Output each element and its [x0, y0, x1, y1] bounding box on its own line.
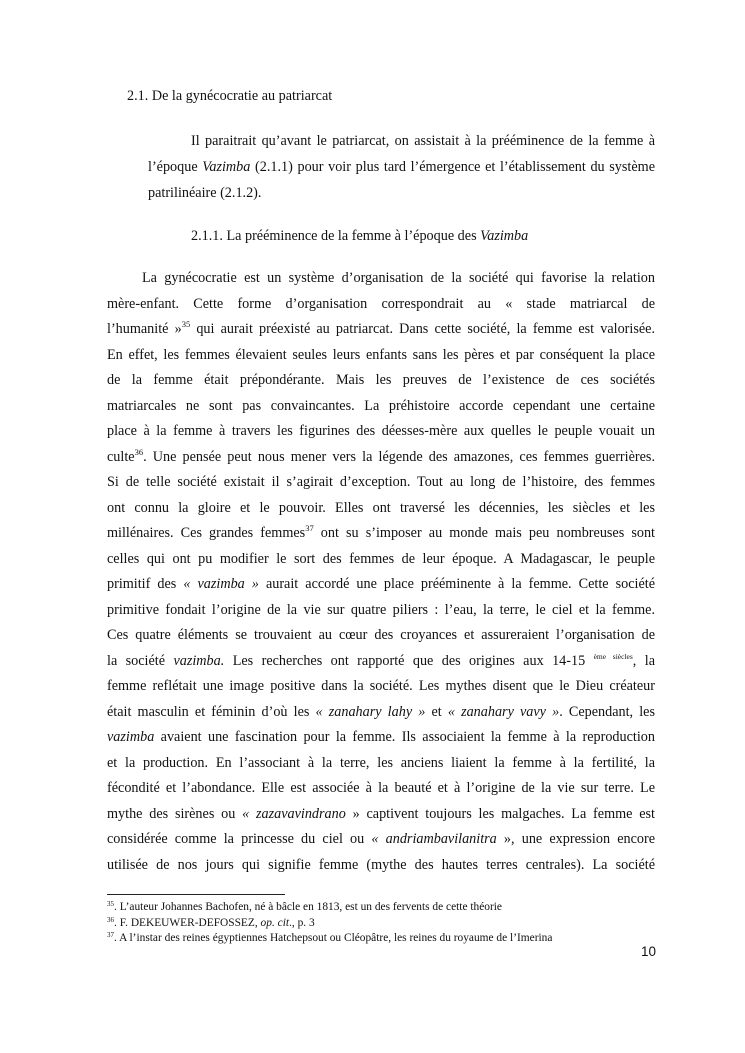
- footnote-marker: 36: [107, 915, 114, 924]
- footnotes: [107, 900, 552, 947]
- footnote-ref-37[interactable]: 37: [305, 523, 314, 533]
- body-line: [107, 266, 655, 292]
- footnote-text: ., p. 3: [289, 916, 315, 929]
- text: celles qui ont pu modifier le sort des femmes de leur époque. A Madagascar, le peuple: [107, 550, 655, 567]
- footnote-separator: [107, 894, 285, 895]
- text: culte: [107, 448, 135, 465]
- footnote-italic: op. cit: [260, 916, 290, 929]
- text: La gynécocratie est un système d’organisation de la société qui favorise la relation: [142, 270, 655, 286]
- footnote-text: . L’auteur Johannes Bachofen, né à bâcle en 1813, est un des fervents de cette théorie: [114, 901, 502, 913]
- text: mère-enfant. Cette forme d’organisation correspondrait au « stade matriarcal de: [107, 295, 655, 312]
- body-line: [107, 368, 655, 394]
- text: , la: [632, 652, 655, 669]
- italic-term: vazimba: [107, 729, 155, 745]
- body-line: [107, 827, 655, 853]
- intro-italic: Vazimba: [202, 159, 251, 175]
- italic-term: « vazimba »: [183, 576, 259, 592]
- italic-term: vazimba.: [173, 652, 225, 669]
- footnote-marker: 37: [107, 931, 114, 939]
- subsection-heading-italic: Vazimba: [480, 228, 529, 244]
- text: . Cependant, les: [559, 703, 655, 720]
- subsection-heading-text: 2.1.1. La prééminence de la femme à l’époque des: [191, 228, 481, 244]
- footnote-36: [107, 916, 552, 932]
- text: primitive fondait l’origine de la vie sur quatre piliers : l’eau, la terre, le ciel et la femme.: [107, 601, 655, 618]
- text: fécondité et l’abondance. Elle est associée à la beauté et à l’origine de la vie sur terre. Le: [107, 780, 655, 796]
- text: place à la femme à travers les figurines des déesses-mère aux quelles le peuple vouait un: [107, 423, 655, 439]
- body-paragraph: [107, 266, 655, 878]
- text: et la production. En l’associant à la terre, les anciens liaient la femme à la fertilité, la: [107, 754, 655, 771]
- text: et: [425, 703, 448, 720]
- text: la société: [107, 652, 174, 669]
- text: » captivent toujours les malgaches. La femme est: [345, 805, 655, 822]
- text: Les recherches ont rapporté que des origines aux 14-15: [224, 652, 594, 669]
- text: Ces quatre éléments se trouvaient au cœur des croyances et assureraient l’organisation de: [107, 627, 655, 643]
- superscript-siecles: ème siècles: [593, 651, 633, 661]
- text: utilisée de nos jours qui signifie femme (mythe des hautes terres centrales). La société: [107, 856, 655, 873]
- text: mythe des sirènes ou: [107, 805, 243, 822]
- text: Si de telle société existait il s’agirait d’exception. Tout au long de l’histoire, des femmes: [107, 474, 655, 490]
- text: qui aurait préexisté au patriarcat. Dans cette société, la femme est valorisée.: [190, 321, 656, 337]
- body-line: [107, 751, 655, 777]
- footnote-text: . F. DEKEUWER-DEFOSSEZ,: [114, 916, 261, 929]
- footnote-marker: 35: [107, 900, 114, 908]
- body-line: [107, 547, 655, 573]
- body-line: [107, 649, 655, 675]
- intro-paragraph: [148, 128, 655, 206]
- section-heading: 2.1. De la gynécocratie au patriarcat: [127, 88, 333, 104]
- text: En effet, les femmes élevaient seules leurs enfants sans les pères et par conséquent la place: [107, 346, 655, 363]
- body-line: [107, 700, 655, 726]
- body-line: [107, 394, 655, 420]
- body-line: [107, 853, 655, 879]
- body-line: [107, 496, 655, 522]
- italic-term: « zanahary lahy »: [315, 703, 426, 720]
- text: . Une pensée peut nous mener vers la légende des amazones, ces femmes guerrières.: [143, 448, 655, 465]
- body-line: [107, 470, 655, 496]
- italic-term: « andriambavilanitra: [371, 831, 497, 847]
- intro-text-2: (2.1.1) pour voir plus tard l’émergence et l’établissement du système patrilinéaire (2.1.2).: [148, 159, 655, 201]
- intro-text-1: Il paraitrait qu’avant le patriarcat, on assistait à la prééminence de la femme à l’époque: [148, 133, 655, 175]
- footnote-text: . A l’instar des reines égyptiennes Hatchepsout ou Cléopâtre, les reines du royaume de l’Imerina: [114, 932, 553, 944]
- text: aurait accordé une place prééminente à la femme. Cette société: [258, 576, 655, 592]
- footnote-37: [107, 931, 552, 947]
- body-line: [107, 623, 655, 649]
- body-line: [107, 776, 655, 802]
- text: primitif des: [107, 576, 184, 592]
- text: », une expression encore: [496, 831, 656, 847]
- text: ont connu la gloire et le pouvoir. Elles ont traversé les décennies, les siècles et les: [107, 499, 655, 516]
- italic-term: « zazavavindrano: [242, 805, 346, 822]
- body-line: [107, 292, 655, 318]
- body-line: [107, 572, 655, 598]
- body-line: [107, 802, 655, 828]
- body-line: [107, 343, 655, 369]
- italic-term: « zanahary vavy »: [447, 703, 560, 720]
- body-line: [107, 521, 655, 547]
- body-line: [107, 598, 655, 624]
- text: l’humanité »: [107, 321, 182, 337]
- body-line: [107, 674, 655, 700]
- text: femme reflétait une image positive dans la société. Les mythes disent que le Dieu créateur: [107, 678, 655, 694]
- text: considérée comme la princesse du ciel ou: [107, 831, 372, 847]
- text: millénaires. Ces grandes femmes: [107, 525, 306, 541]
- footnote-ref-35[interactable]: 35: [181, 319, 191, 329]
- footnote-35: [107, 900, 552, 916]
- page-number: 10: [641, 944, 657, 959]
- body-line: [107, 445, 655, 471]
- body-line: [107, 419, 655, 445]
- body-line: [107, 725, 655, 751]
- footnote-ref-36[interactable]: 36: [134, 446, 144, 457]
- text: matriarcales ne sont pas convaincantes. La préhistoire accorde cependant une certaine: [107, 397, 655, 414]
- subsection-heading: [191, 228, 528, 245]
- body-line: [107, 317, 655, 343]
- text: avaient une fascination pour la femme. Ils associaient la femme à la reproduction: [154, 729, 655, 745]
- text: ont su s’imposer au monde mais peu nombreuses sont: [313, 525, 655, 541]
- text: de la femme était prépondérante. Mais les preuves de l’existence de ces sociétés: [107, 372, 655, 388]
- text: était masculin et féminin d’où les: [107, 703, 316, 720]
